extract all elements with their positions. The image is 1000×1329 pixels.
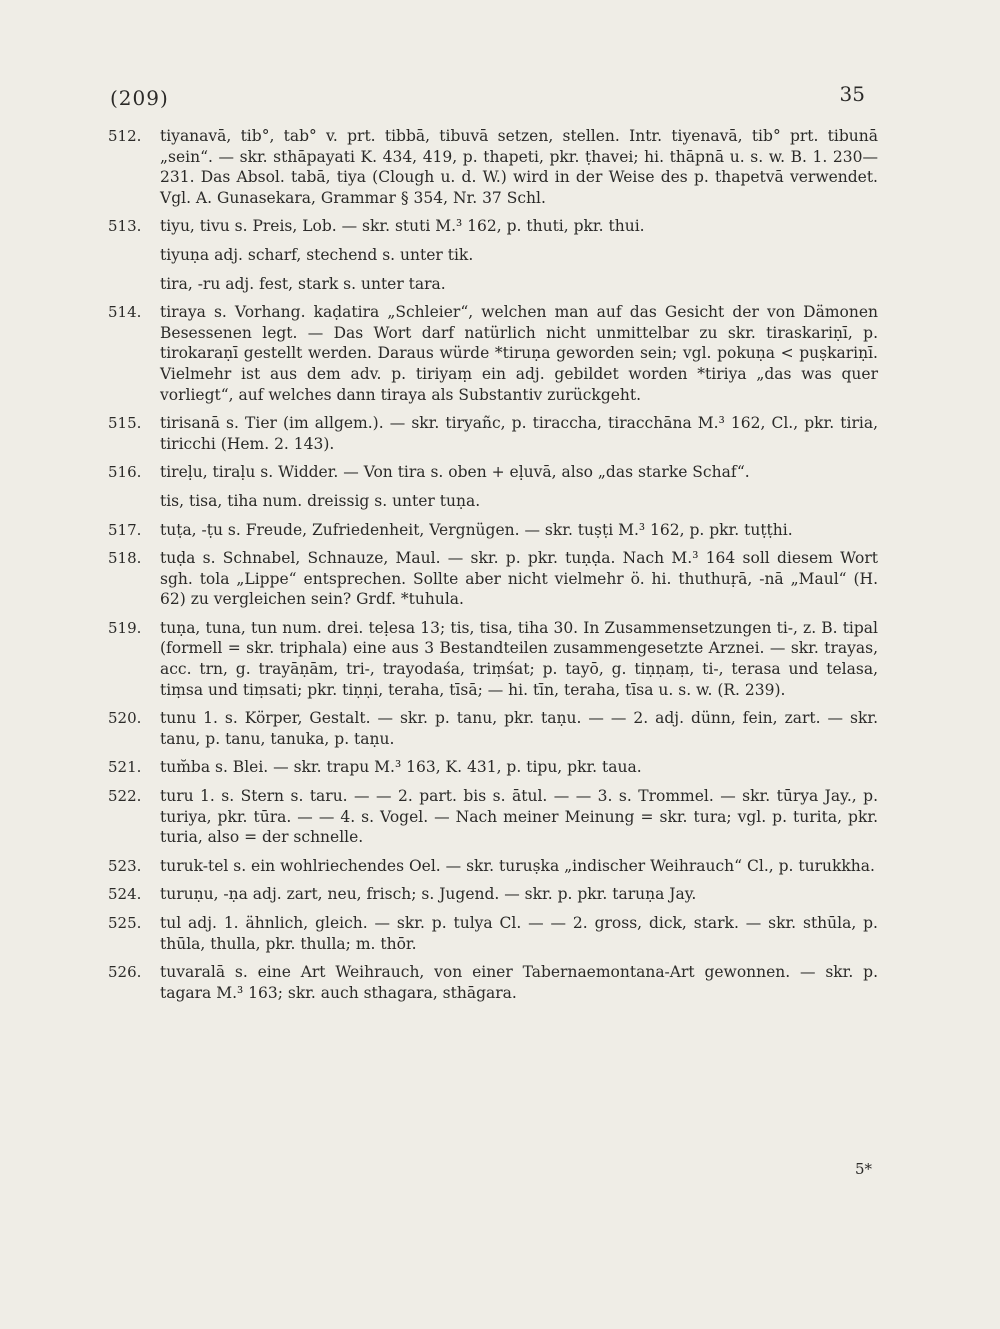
entry-526 [108,962,878,1003]
entry-512 [108,126,878,208]
entry-text: tuvaralā s. eine Art Weihrauch, von einer Tabernaemontana-Art gewonnen. — skr. p. tagara M.³ 163; skr. auch sthagara, sthāgara. [160,963,878,1002]
entry-number: 518. [108,549,142,568]
entry-text: tiyu, tivu s. Preis, Lob. — skr. stuti M.³ 162, p. thuti, pkr. thui. [160,217,645,236]
entry-number: 517. [108,520,142,539]
entry-516 [108,462,878,483]
entry-number: 515. [108,414,142,433]
entry-text: tuṇa, tuna, tun num. drei. teḷesa 13; tis, tisa, tiha 30. In Zusammensetzungen ti-, z. B. tipal (formell = skr. triphala) eine aus 3 Bestandteilen zusammengesetzte Arznei. — skr. trayas, acc. trn, g. trayāṇām, tri-, trayodaśa, triṃśat; p. tayō, g. tiṇṇaṃ, ti-, terasa und telasa, tiṃsa und tiṃsati; pkr. tiṇṇi, teraha, tīsā; — hi. tīn, teraha, tīsa u. s. w. (R. 239). [160,618,878,699]
entry-number: 513. [108,217,142,236]
page-number-bracketed: (209) [110,86,169,110]
entry-number: 514. [108,303,142,322]
entry-text: tuḍa s. Schnabel, Schnauze, Maul. — skr. p. pkr. tuṇḍa. Nach M.³ 164 soll diesem Wort sgh. tola „Lippe“ entsprechen. Sollte aber nicht vielmehr ö. hi. thuthuṛā, -nā „Maul“ (H. 62) zu vergleichen sein? Grdf. *tuhula. [160,549,878,609]
signature-mark: 5* [854,1160,872,1178]
entry-number: 525. [108,914,142,932]
entry-text: turu 1. s. Stern s. taru. — — 2. part. bis s. ātul. — — 3. s. Trommel. — skr. tūrya Jay., p. turiya, pkr. tūra. — — 4. s. Vogel. — Nach meiner Meinung = skr. tura; vgl. p. turita, pkr. turia, also = der schnelle. [160,787,878,847]
entry-text: turuk-tel s. ein wohlriechendes Oel. — skr. turuṣka „indischer Weihrauch“ Cl., p. turukkha. [160,856,875,875]
entry-number: 522. [108,787,142,806]
entry-text: tuṭa, -ṭu s. Freude, Zufriedenheit, Vergnügen. — skr. tuṣṭi M.³ 162, p. pkr. tuṭṭhi. [160,520,793,539]
entry-text: turuṇu, -ṇa adj. zart, neu, frisch; s. Jugend. — skr. p. pkr. taruṇa Jay. [160,885,697,904]
entry-524 [108,884,878,905]
entry-text: tira, -ru adj. fest, stark s. unter tara. [160,274,446,293]
entry-number: 526. [108,963,142,982]
entry-513 [108,216,878,237]
entry-518 [108,548,878,610]
entry-text: tiyuṇa adj. scharf, stechend s. unter tik. [160,245,474,264]
entry-number: 523. [108,856,142,875]
entry-number: 512. [108,127,142,145]
entry-515 [108,413,878,454]
entry-519 [108,618,878,700]
entry-523 [108,856,878,877]
entry-text: tirisanā s. Tier (im allgem.). — skr. tiryañc, p. tiraccha, tiracchāna M.³ 162, Cl., pkr. tiria, tiricchi (Hem. 2. 143). [160,414,878,453]
entry-number: 520. [108,709,142,728]
entry-text: tis, tisa, tiha num. dreissig s. unter tuṇa. [160,491,481,510]
entry-text: tiyanavā, tib°, tab° v. prt. tibbā, tibuvā setzen, stellen. Intr. tiyenavā, tib° prt. tibunā „sein“. — skr. sthāpayati K. 434, 419, p. thapeti, pkr. ṭhavei; hi. thāpnā u. s. w. B. 1. 230—231. Das Absol. tabā, tiya (Clough u. d. W.) wird in der Weise des p. thapetvā verwendet. Vgl. A. Gunasekara, Grammar § 354, Nr. 37 Schl. [160,127,878,207]
entry-text: tum̆ba s. Blei. — skr. trapu M.³ 163, K. 431, p. tipu, pkr. taua. [160,758,642,777]
entry-text: tiraya s. Vorhang. kaḍatira „Schleier“, welchen man auf das Gesicht der von Dämonen Besessenen legt. — Das Wort darf natürlich nicht unmittelbar zu skr. tiraskariṇī, p. tirokaraṇī gestellt werden. Daraus würde *tiruṇa geworden sein; vgl. pokuṇa < puṣkariṇī. Vielmehr ist aus dem adv. p. tiriyaṃ ein adj. gebildet worden *tiriya „das was quer vorliegt“, auf welches dann tiraya als Substantiv zurückgeht. [160,303,878,404]
entry-522 [108,786,878,848]
dictionary-entries [108,126,878,1011]
entry-525 [108,913,878,954]
entry-text: tunu 1. s. Körper, Gestalt. — skr. p. tanu, pkr. taṇu. — — 2. adj. dünn, fein, zart. — skr. tanu, p. tanu, tanuka, p. taṇu. [160,709,878,748]
entry-text: tireḷu, tiraḷu s. Widder. — Von tira s. oben + eḷuvā, also „das starke Schaf“. [160,463,750,482]
entry-tira [108,274,878,295]
entry-517 [108,520,878,541]
entry-number: 516. [108,463,142,482]
entry-tis [108,491,878,512]
entry-tiyuna [108,245,878,266]
entry-number: 519. [108,618,142,637]
entry-text: tul adj. 1. ähnlich, gleich. — skr. p. tulya Cl. — — 2. gross, dick, stark. — skr. sthūla, p. thūla, thulla, pkr. thulla; m. thōr. [160,914,878,953]
entry-number: 524. [108,885,142,904]
entry-520 [108,708,878,749]
entry-514 [108,302,878,405]
page-number: 35 [839,82,865,106]
entry-521 [108,757,878,778]
entry-number: 521. [108,758,142,777]
